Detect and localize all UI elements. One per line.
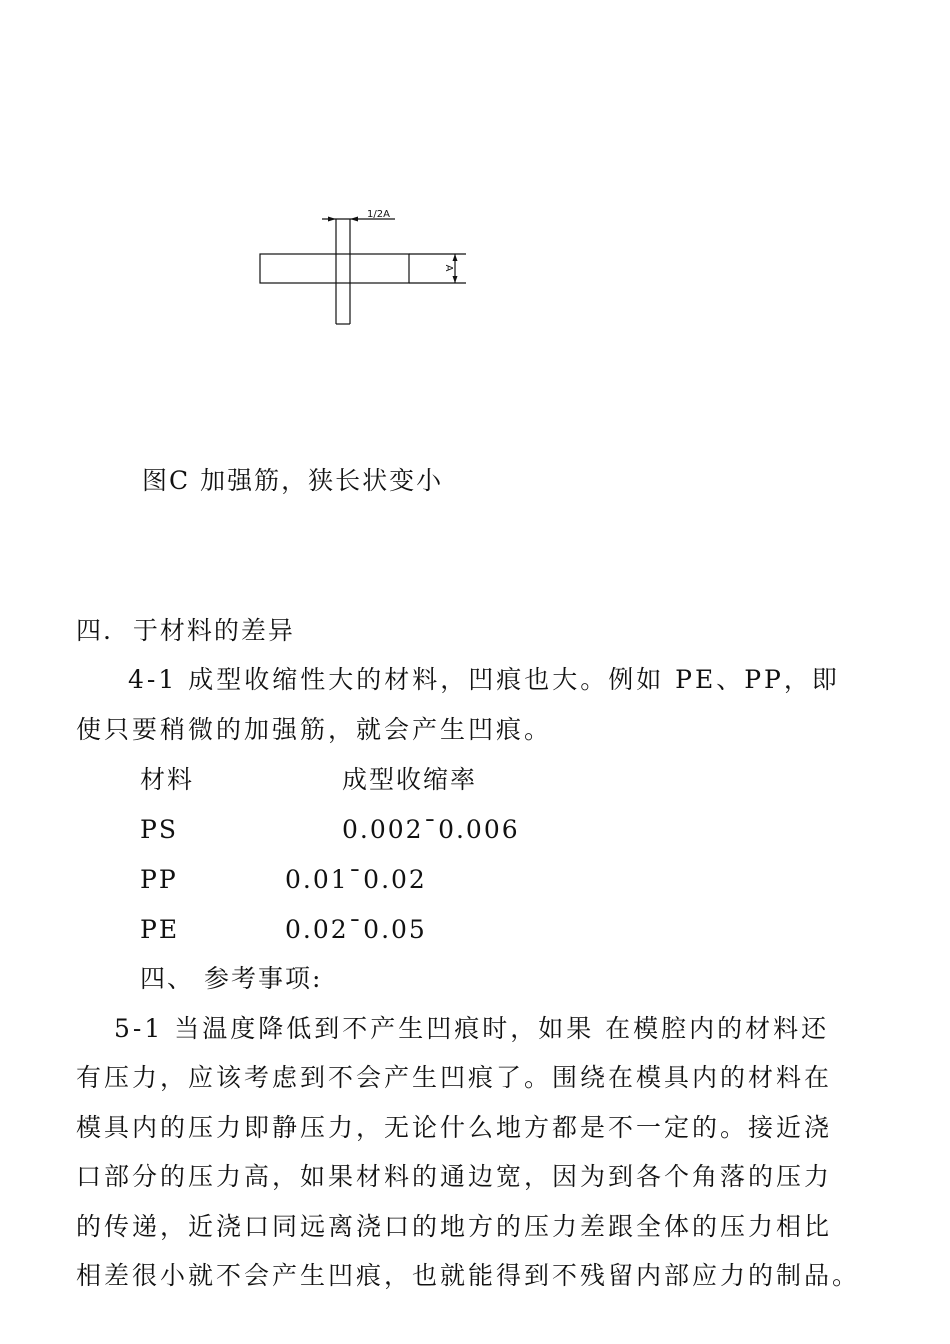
section-4-heading: 四. 于材料的差异	[76, 616, 295, 645]
side-dim-arrow-bottom	[453, 276, 458, 283]
table-row-material: PS	[140, 815, 178, 844]
section-5-paragraph-line: 的传递，近浇口同远离浇口的地方的压力差跟全体的压力相比	[76, 1212, 833, 1241]
table-header-rate: 成型收缩率	[342, 765, 478, 794]
dimension-a-label: A	[443, 264, 454, 272]
table-row-rate: 0.01¯0.02	[285, 865, 427, 894]
section-5-paragraph-line: 5-1 当温度降低到不产生凹痕时，如果 在模腔内的材料还	[114, 1014, 830, 1043]
top-dim-arrow-right	[350, 217, 358, 222]
table-header-material: 材料	[140, 765, 195, 794]
section-5-paragraph-line: 相差很小就不会产生凹痕，也就能得到不残留内部应力的制品。	[76, 1261, 861, 1290]
section-4-paragraph-line-1: 4-1 成型收缩性大的材料，凹痕也大。例如 PE、PP，即	[128, 665, 840, 694]
plate-outline	[260, 254, 409, 283]
table-row-material: PP	[140, 865, 178, 894]
table-row-material: PE	[140, 915, 180, 944]
figure-caption: 图C 加强筋，狭长状变小	[142, 466, 444, 495]
section-5-paragraph-line: 模具内的压力即静压力，无论什么地方都是不一定的。接近浇	[76, 1113, 833, 1142]
section-4-paragraph-line-2: 使只要稍微的加强筋，就会产生凹痕。	[76, 715, 553, 744]
table-row-rate: 0.002¯0.006	[342, 815, 520, 844]
section-5-paragraph-line: 口部分的压力高，如果材料的通边宽，因为到各个角落的压力	[76, 1162, 833, 1191]
rib-cross-section-figure	[0, 0, 950, 420]
dimension-half-a-label: 1/2A	[367, 209, 390, 220]
section-5-heading: 四、 参考事项:	[140, 964, 323, 993]
top-dim-arrow-left	[328, 217, 336, 222]
table-row-rate: 0.02¯0.05	[285, 915, 427, 944]
section-5-paragraph-line: 有压力，应该考虑到不会产生凹痕了。围绕在模具内的材料在	[76, 1063, 833, 1092]
side-dim-arrow-top	[453, 254, 458, 261]
